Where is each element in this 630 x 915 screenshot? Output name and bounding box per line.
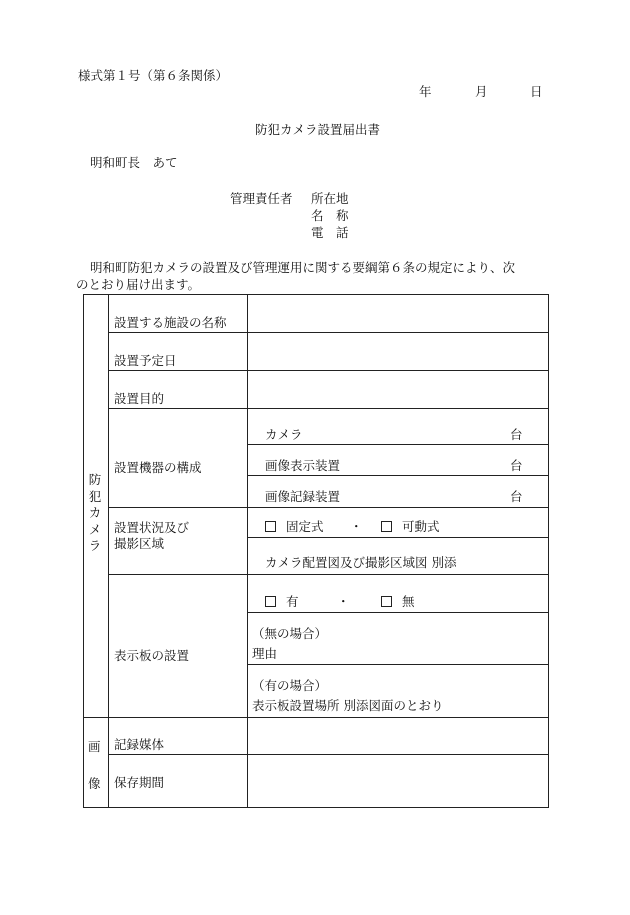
movable-checkbox[interactable] — [381, 521, 392, 532]
row-label-status-line1: 設置状況及び — [114, 520, 190, 535]
date-month-label: 月 — [475, 84, 488, 99]
row-label-retention: 保存期間 — [114, 775, 165, 790]
signboard-none-heading: （無の場合） — [252, 626, 328, 641]
status-option-fixed[interactable]: 固定式 — [265, 521, 324, 534]
equipment-recorder-unit: 台 — [510, 489, 523, 504]
row-label-signboard: 表示板の設置 — [114, 648, 190, 663]
addressee: 明和町長 あて — [90, 155, 178, 170]
manager-address-label: 所在地 — [311, 191, 349, 206]
group-label-image-2: 像 — [88, 776, 101, 791]
date-day-label: 日 — [530, 84, 543, 99]
group-label-camera: 防 犯 カ メ ラ — [88, 472, 102, 553]
signboard-none-reason: 理由 — [252, 646, 278, 661]
manager-phone-label: 電 話 — [311, 225, 349, 240]
equipment-camera-label: カメラ — [265, 427, 303, 442]
signboard-yes-heading: （有の場合） — [252, 678, 328, 693]
status-note: カメラ配置図及び撮影区域図 別添 — [265, 555, 457, 570]
form-number: 様式第１号（第６条関係） — [78, 68, 229, 83]
status-separator: ・ — [350, 519, 363, 534]
row-label-media: 記録媒体 — [114, 737, 165, 752]
row-label-purpose: 設置目的 — [114, 391, 165, 406]
manager-name-label: 名 称 — [311, 208, 349, 223]
intro-line-1: 明和町防犯カメラの設置及び管理運用に関する要綱第６条の規定により、次 — [90, 260, 516, 275]
fixed-checkbox[interactable] — [265, 521, 276, 532]
status-option-movable[interactable]: 可動式 — [381, 521, 440, 534]
yes-checkbox[interactable] — [265, 596, 276, 607]
equipment-display-unit: 台 — [510, 458, 523, 473]
equipment-camera-unit: 台 — [510, 427, 523, 442]
equipment-display-label: 画像表示装置 — [265, 458, 341, 473]
equipment-recorder-label: 画像記録装置 — [265, 489, 341, 504]
row-label-equipment: 設置機器の構成 — [114, 460, 202, 475]
document-title: 防犯カメラ設置届出書 — [255, 122, 381, 137]
row-label-status-line2: 撮影区域 — [114, 536, 165, 551]
date-year-label: 年 — [419, 84, 432, 99]
no-checkbox[interactable] — [381, 596, 392, 607]
group-label-image-1: 画 — [88, 739, 101, 754]
row-label-facility-name: 設置する施設の名称 — [114, 315, 227, 330]
intro-line-2: のとおり届け出ます。 — [76, 277, 201, 292]
row-label-planned-date: 設置予定日 — [114, 353, 177, 368]
signboard-option-yes[interactable]: 有 — [265, 596, 299, 609]
signboard-yes-location: 表示板設置場所 別添図面のとおり — [252, 698, 444, 713]
signboard-separator: ・ — [337, 594, 350, 609]
manager-label: 管理責任者 — [230, 191, 293, 206]
signboard-option-no[interactable]: 無 — [381, 596, 415, 609]
